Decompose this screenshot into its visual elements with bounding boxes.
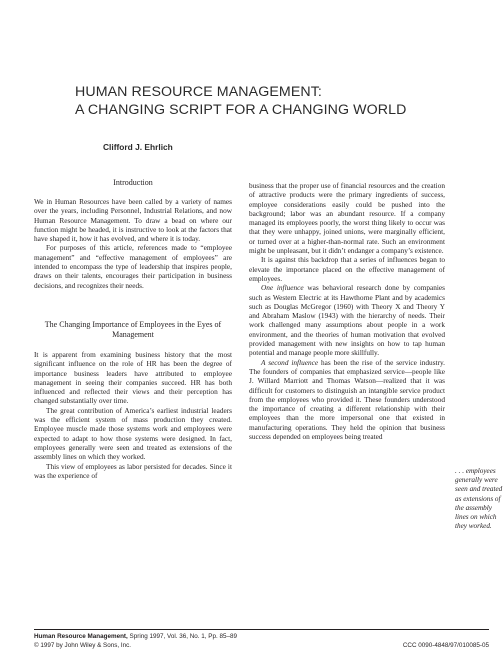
paragraph: The great contribution of America’s earliest industrial leaders was the efficient system of mass production they created. Employee muscle made those systems work and employees were expected to adapt to how those systems were designed. In fact, employees generally were seen and treated as extensions of the assembly lines on which they worked. <box>34 405 232 462</box>
right-column <box>249 181 445 441</box>
emphasis: A second influence <box>261 357 319 367</box>
page-footer <box>34 632 489 650</box>
paragraph: It is apparent from examining business history that the most significant influence on the role of HR has been the degree of importance business leaders have attributed to employee management in seeing their companies succeed. HR has both influenced and reflected their views and their perception has changed substantially over time. <box>34 349 232 406</box>
article-title <box>75 83 475 119</box>
heading-introduction: Introduction <box>113 178 153 187</box>
article-title-line-1: HUMAN RESOURCE MANAGEMENT: <box>75 84 322 100</box>
paragraph <box>249 283 445 357</box>
copyright: © 1997 by John Wiley & Sons, Inc. <box>34 642 132 649</box>
paragraph: We in Human Resources have been called by a variety of names over the years, including Personnel, Industrial Relations, and now Human Resource Management. To draw a bead on where our function might be headed, it is instructive to look at the factors that have shaped it, how it has evolved, and where it is today. <box>34 197 232 244</box>
article-title-line-2: A CHANGING SCRIPT FOR A CHANGING WORLD <box>75 102 407 118</box>
journal-name: Human Resource Management, <box>34 633 128 640</box>
left-column <box>34 178 232 480</box>
journal-issue: Spring 1997, Vol. 36, No. 1, Pp. 85–89 <box>127 633 238 640</box>
article-author: Clifford J. Ehrlich <box>103 142 173 152</box>
heading-section: The Changing Importance of Employees in the Eyes of Management <box>44 319 222 339</box>
paragraph: It is against this backdrop that a series of influences began to elevate the importance placed on the effective management of employees. <box>249 255 445 283</box>
footer-divider <box>34 629 489 630</box>
footer-citation <box>34 632 489 641</box>
paragraph: This view of employees as labor persisted for decades. Since it was the experience of <box>34 461 232 480</box>
emphasis: One influence <box>261 283 304 293</box>
ccc-code: CCC 0090-4848/97/010085-05 <box>402 642 489 649</box>
paragraph-text: has been the rise of the service industry. The founders of companies that emphasized service—people like J. Willard Marriott and Thomas Watson—realized that it was difficult for customers to distinguish an intangible service product from the employees who provided it. These founders understood the importance of creating a different relationship with their employees than the more impersonal one that existed in manufacturing operations. They held the opinion that business success depended on employees being treated <box>249 357 445 442</box>
paragraph: For purposes of this article, references made to “employee management” and “effective management of employees” are intended to encompass the type of leadership that inspires people, draws on their talents, encourages their participation in business decisions, and recognizes their needs. <box>34 243 232 290</box>
paragraph-text: was behavioral research done by companies such as Western Electric at its Hawthorne Plant and by academics such as Douglas McGregor (1960) with Theory X and Theory Y and Abraham Maslow (1943) with the hierarchy of needs. Their work challenged many assumptions about people in a work environment, and the theories of human motivation that evolved provided management with new insights on how to tap human potential and manage people more skillfully. <box>249 283 445 358</box>
paragraph <box>249 358 445 442</box>
paragraph: business that the proper use of financial resources and the creation of attractive products were the primary ingredients of success, employee considerations easily could be pushed into the background; labor was an abundant resource. If a company managed its employees poorly, the worst thing likely to occur was that they were unhappy, joined unions, were marginally efficient, or turned over at a higher-than-normal rate. Such an environment might be unpleasant, but it didn’t endanger a company’s existence. <box>249 181 445 256</box>
pull-quote: . . . employees generally were seen and treated as extensions of the assembly lines on which they worked. <box>455 467 503 531</box>
footer-copyright-row <box>34 641 489 650</box>
